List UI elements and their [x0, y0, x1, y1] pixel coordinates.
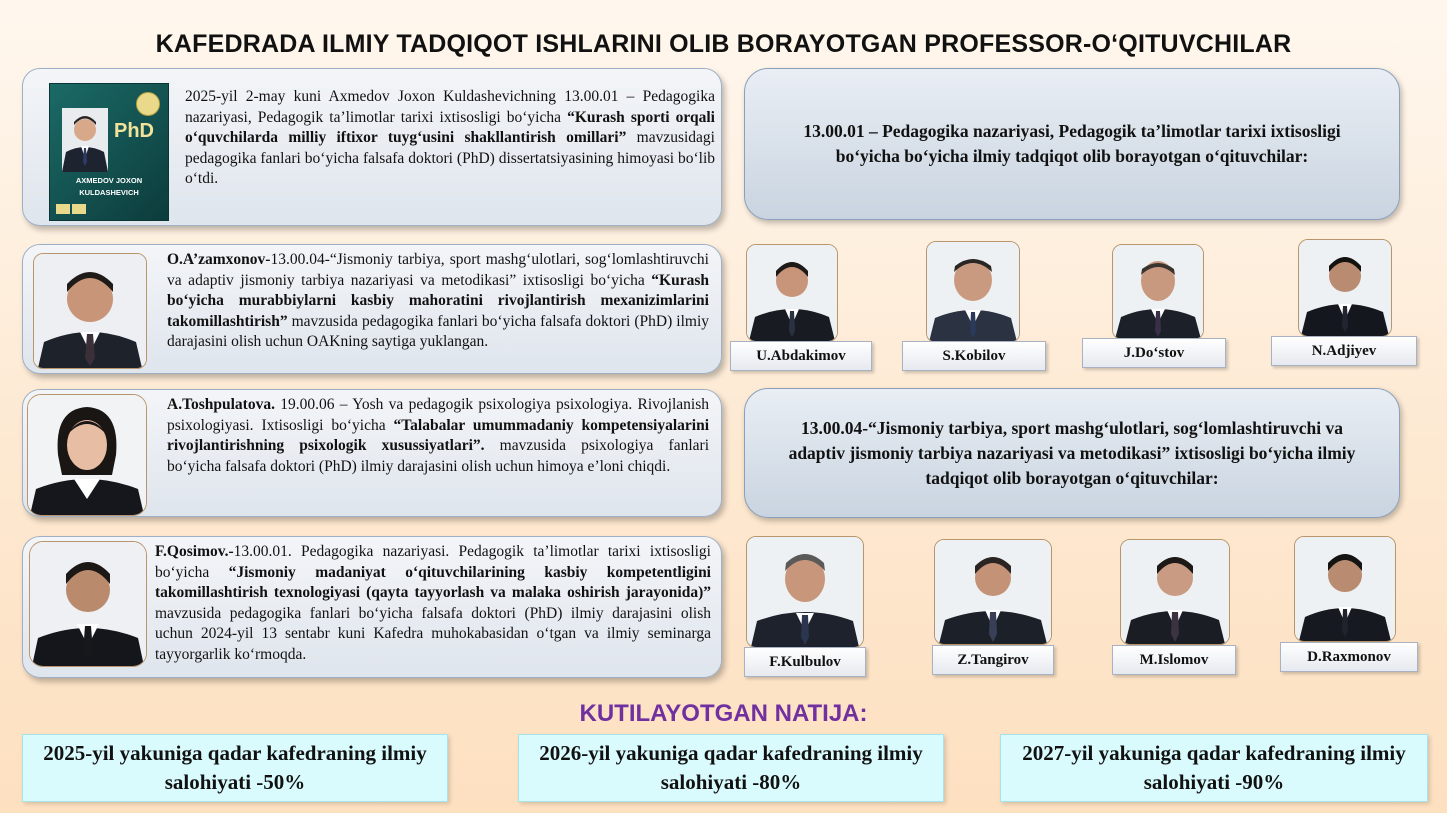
photo-kulbulov [746, 536, 864, 648]
label-kulbulov: F.Kulbulov [744, 647, 866, 677]
book-author-name-1: AXMEDOV JOXON [75, 176, 143, 185]
label-abdakimov: U.Abdakimov [730, 341, 872, 371]
dissertation-card-azamxonov [22, 244, 722, 374]
person-name: O.A’zamxonov- [167, 251, 271, 268]
phd-brand: PhD [114, 120, 154, 142]
label-tangirov: Z.Tangirov [932, 645, 1054, 675]
photo-qosimov [29, 541, 147, 667]
photo-toshpulatova [27, 394, 147, 516]
dissertation-card-toshpulatova [22, 389, 722, 517]
card-tail: mavzusidagi pedagogika fanlari bo‘yicha falsafa doktori (PhD) dissertatsiyasining himoyasi bo‘lib o‘tdi. [185, 129, 715, 187]
label-adjiyev: N.Adjiyev [1271, 336, 1417, 366]
card-tail: mavzusida psixologiya fanlari bo‘yicha falsafa doktori (PhD) ilmiy darajasini olish uchun himoya e’loni chiqdi. [167, 437, 710, 475]
card-lead: 13.00.04-“Jismoniy tarbiya, sport mashg‘ulotlari, sog‘lomlashtiruvchi va adaptiv jismoniy tarbiya nazariyasi va metodikasi” ixtisosligi bo‘yicha [167, 251, 709, 289]
person-name: F.Qosimov.- [155, 543, 234, 560]
dissertation-card-qosimov [22, 536, 722, 678]
card-text [185, 87, 715, 190]
photo-raxmonov [1294, 536, 1396, 642]
result-2026: 2026-yil yakuniga qadar kafedraning ilmiy salohiyati -80% [518, 734, 944, 802]
photo-dostov [1112, 244, 1204, 340]
results-heading: KUTILAYOTGAN NATIJA: [579, 700, 868, 727]
author-portrait [62, 108, 108, 172]
label-islomov: M.Islomov [1112, 645, 1236, 675]
dissertation-topic: “Kurash bo‘yicha murabbiylarni kasbiy mahoratini rivojlantirish mexanizimlarini takomillashtirish” [167, 271, 709, 330]
card-text [155, 542, 711, 665]
group2-heading: 13.00.04-“Jismoniy tarbiya, sport mashg‘ulotlari, sog‘lomlashtiruvchi va adaptiv jismoniy tarbiya nazariyasi va metodikasi” ixtisosligi bo‘yicha ilmiy tadqiqot olib borayotgan o‘qituvchilar: [744, 388, 1400, 518]
card-lead: 2025-yil 2-may kuni Axmedov Joxon Kuldashevichning 13.00.01 – Pedagogika nazariyasi, Pedagogik ta’limotlar tarixi ixtisosligi bo‘yicha [185, 88, 715, 126]
result-2027: 2027-yil yakuniga qadar kafedraning ilmiy salohiyati -90% [1000, 734, 1428, 802]
dissertation-topic: “Talabalar umummadaniy kompetensiyalarini rivojlantirishning psixologik xusussiyatlari”. [167, 416, 710, 454]
dissertation-topic: “Kurash sporti orqali o‘quvchilarda milliy iftixor tuyg‘usini shakllantirish omillari” [185, 108, 715, 146]
dissertation-topic: “Jismoniy madaniyat o‘qituvchilarining kasbiy kompetentligini takomillashtirish texnologiyasi (qayta tayyorlash va malaka oshirish jarayonida)” [155, 563, 711, 601]
phd-book-cover [49, 83, 169, 221]
photo-abdakimov [746, 244, 838, 342]
card-tail: mavzusida pedagogika fanlari bo‘yicha falsafa doktori (PhD) ilmiy darajasini olish uchun 2024-yil 13 sentabr kuni Kafedra muhokabasidan o‘tgan va ilmiy seminarga tayyorgarlik ko‘rmoqda. [155, 604, 711, 663]
group1-heading: 13.00.01 – Pedagogika nazariyasi, Pedagogik ta’limotlar tarixi ixtisosligi bo‘yicha bo‘yicha ilmiy tadqiqot olib borayotgan o‘qituvchilar: [744, 68, 1400, 220]
label-kobilov: S.Kobilov [902, 341, 1046, 371]
photo-azamxonov [33, 253, 147, 369]
label-dostov: J.Do‘stov [1082, 338, 1226, 368]
card-text [167, 395, 709, 477]
photo-adjiyev [1298, 239, 1392, 337]
photo-kobilov [926, 241, 1020, 343]
label-raxmonov: D.Raxmonov [1280, 642, 1418, 672]
emblem-icon [136, 92, 160, 116]
card-lead: 13.00.01. Pedagogika nazariyasi. Pedagogik ta’limotlar tarixi ixtisosligi bo‘yicha [155, 543, 711, 581]
person-name: A.Toshpulatova. [167, 396, 275, 413]
card-text [167, 250, 709, 353]
book-author-name-2: KULDASHEVICH [79, 188, 139, 197]
photo-tangirov [934, 539, 1052, 645]
card-lead: 19.00.06 – Yosh va pedagogik psixologiya psixologiya. Rivojlanish psixologiyasi. Ixtisosligi bo‘yicha [167, 396, 709, 434]
dissertation-card-axmedov [22, 68, 722, 226]
result-2025: 2025-yil yakuniga qadar kafedraning ilmiy salohiyati -50% [22, 734, 448, 802]
photo-islomov [1120, 539, 1230, 645]
page-title: KAFEDRADA ILMIY TADQIQOT ISHLARINI OLIB BORAYOTGAN PROFESSOR-O‘QITUVCHILAR [155, 30, 1292, 58]
card-tail: mavzusida pedagogika fanlari bo‘yicha falsafa doktori (PhD) ilmiy darajasini olish uchun OAKning saytiga yuklangan. [167, 312, 709, 350]
